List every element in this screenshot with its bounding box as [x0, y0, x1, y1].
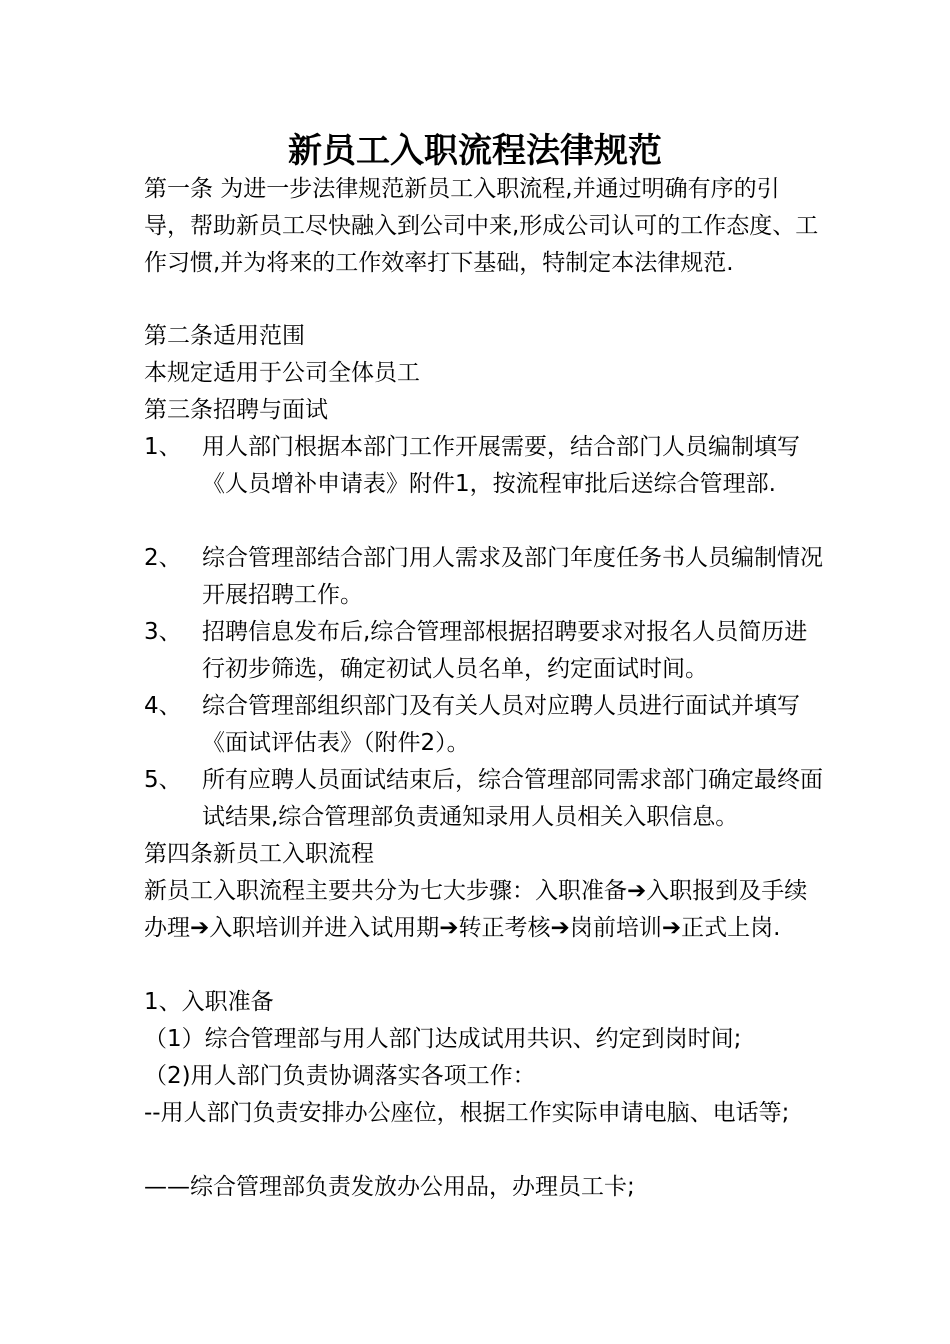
list-item: [144, 429, 824, 503]
list-item-number: 2、: [144, 545, 182, 571]
article-1-paragraph: 第一条 为进一步法律规范新员工入职流程,并通过明确有序的引导，帮助新员工尽快融入到公司中来,形成公司认可的工作态度、工作习惯,并为将来的工作效率打下基础，特制定本法律规范.: [144, 176, 819, 276]
list-item: [144, 762, 824, 836]
list-item-number: 5、: [144, 767, 182, 793]
list-item-text: 用人部门根据本部门工作开展需要，结合部门人员编制填写《人员增补申请表》附件1，按流程审批后送综合管理部.: [202, 434, 800, 497]
article-3-heading: 第三条招聘与面试: [144, 397, 328, 423]
list-item-text: 所有应聘人员面试结束后，综合管理部同需求部门确定最终面试结果,综合管理部负责通知录用人员相关入职信息。: [202, 767, 823, 830]
step-1-sub-1: （1）综合管理部与用人部门达成试用共识、约定到岗时间;: [144, 1026, 742, 1052]
list-item-number: 1、: [144, 434, 182, 460]
step-1-sub-2: （2)用人部门负责协调落实各项工作：: [144, 1063, 536, 1089]
article-2-body: 本规定适用于公司全体员工: [144, 360, 420, 386]
step-1-heading: 1、入职准备: [144, 989, 274, 1015]
step-1-line-2: ——综合管理部负责发放办公用品，办理员工卡;: [144, 1174, 635, 1200]
list-item-text: 综合管理部结合部门用人需求及部门年度任务书人员编制情况开展招聘工作。: [202, 545, 823, 608]
list-item-text: 综合管理部组织部门及有关人员对应聘人员进行面试并填写《面试评估表》（附件2）。: [202, 693, 800, 756]
list-item-text: 招聘信息发布后,综合管理部根据招聘要求对报名人员简历进行初步筛选，确定初试人员名单，约定面试时间。: [202, 619, 808, 682]
step-1-line-1: --用人部门负责安排办公座位，根据工作实际申请电脑、电话等;: [144, 1100, 790, 1126]
list-item-number: 4、: [144, 693, 182, 719]
article-4-body: 新员工入职流程主要共分为七大步骤：入职准备➔入职报到及手续办理➔入职培训并进入试用期➔转正考核➔岗前培训➔正式上岗.: [144, 878, 808, 941]
list-item: [144, 688, 824, 762]
list-item-number: 3、: [144, 619, 182, 645]
article-2-heading: 第二条适用范围: [144, 323, 305, 349]
document-title: 新员工入职流程法律规范: [288, 131, 662, 171]
list-item: [144, 540, 824, 614]
article-4-heading: 第四条新员工入职流程: [144, 841, 374, 867]
list-item: [144, 614, 824, 688]
